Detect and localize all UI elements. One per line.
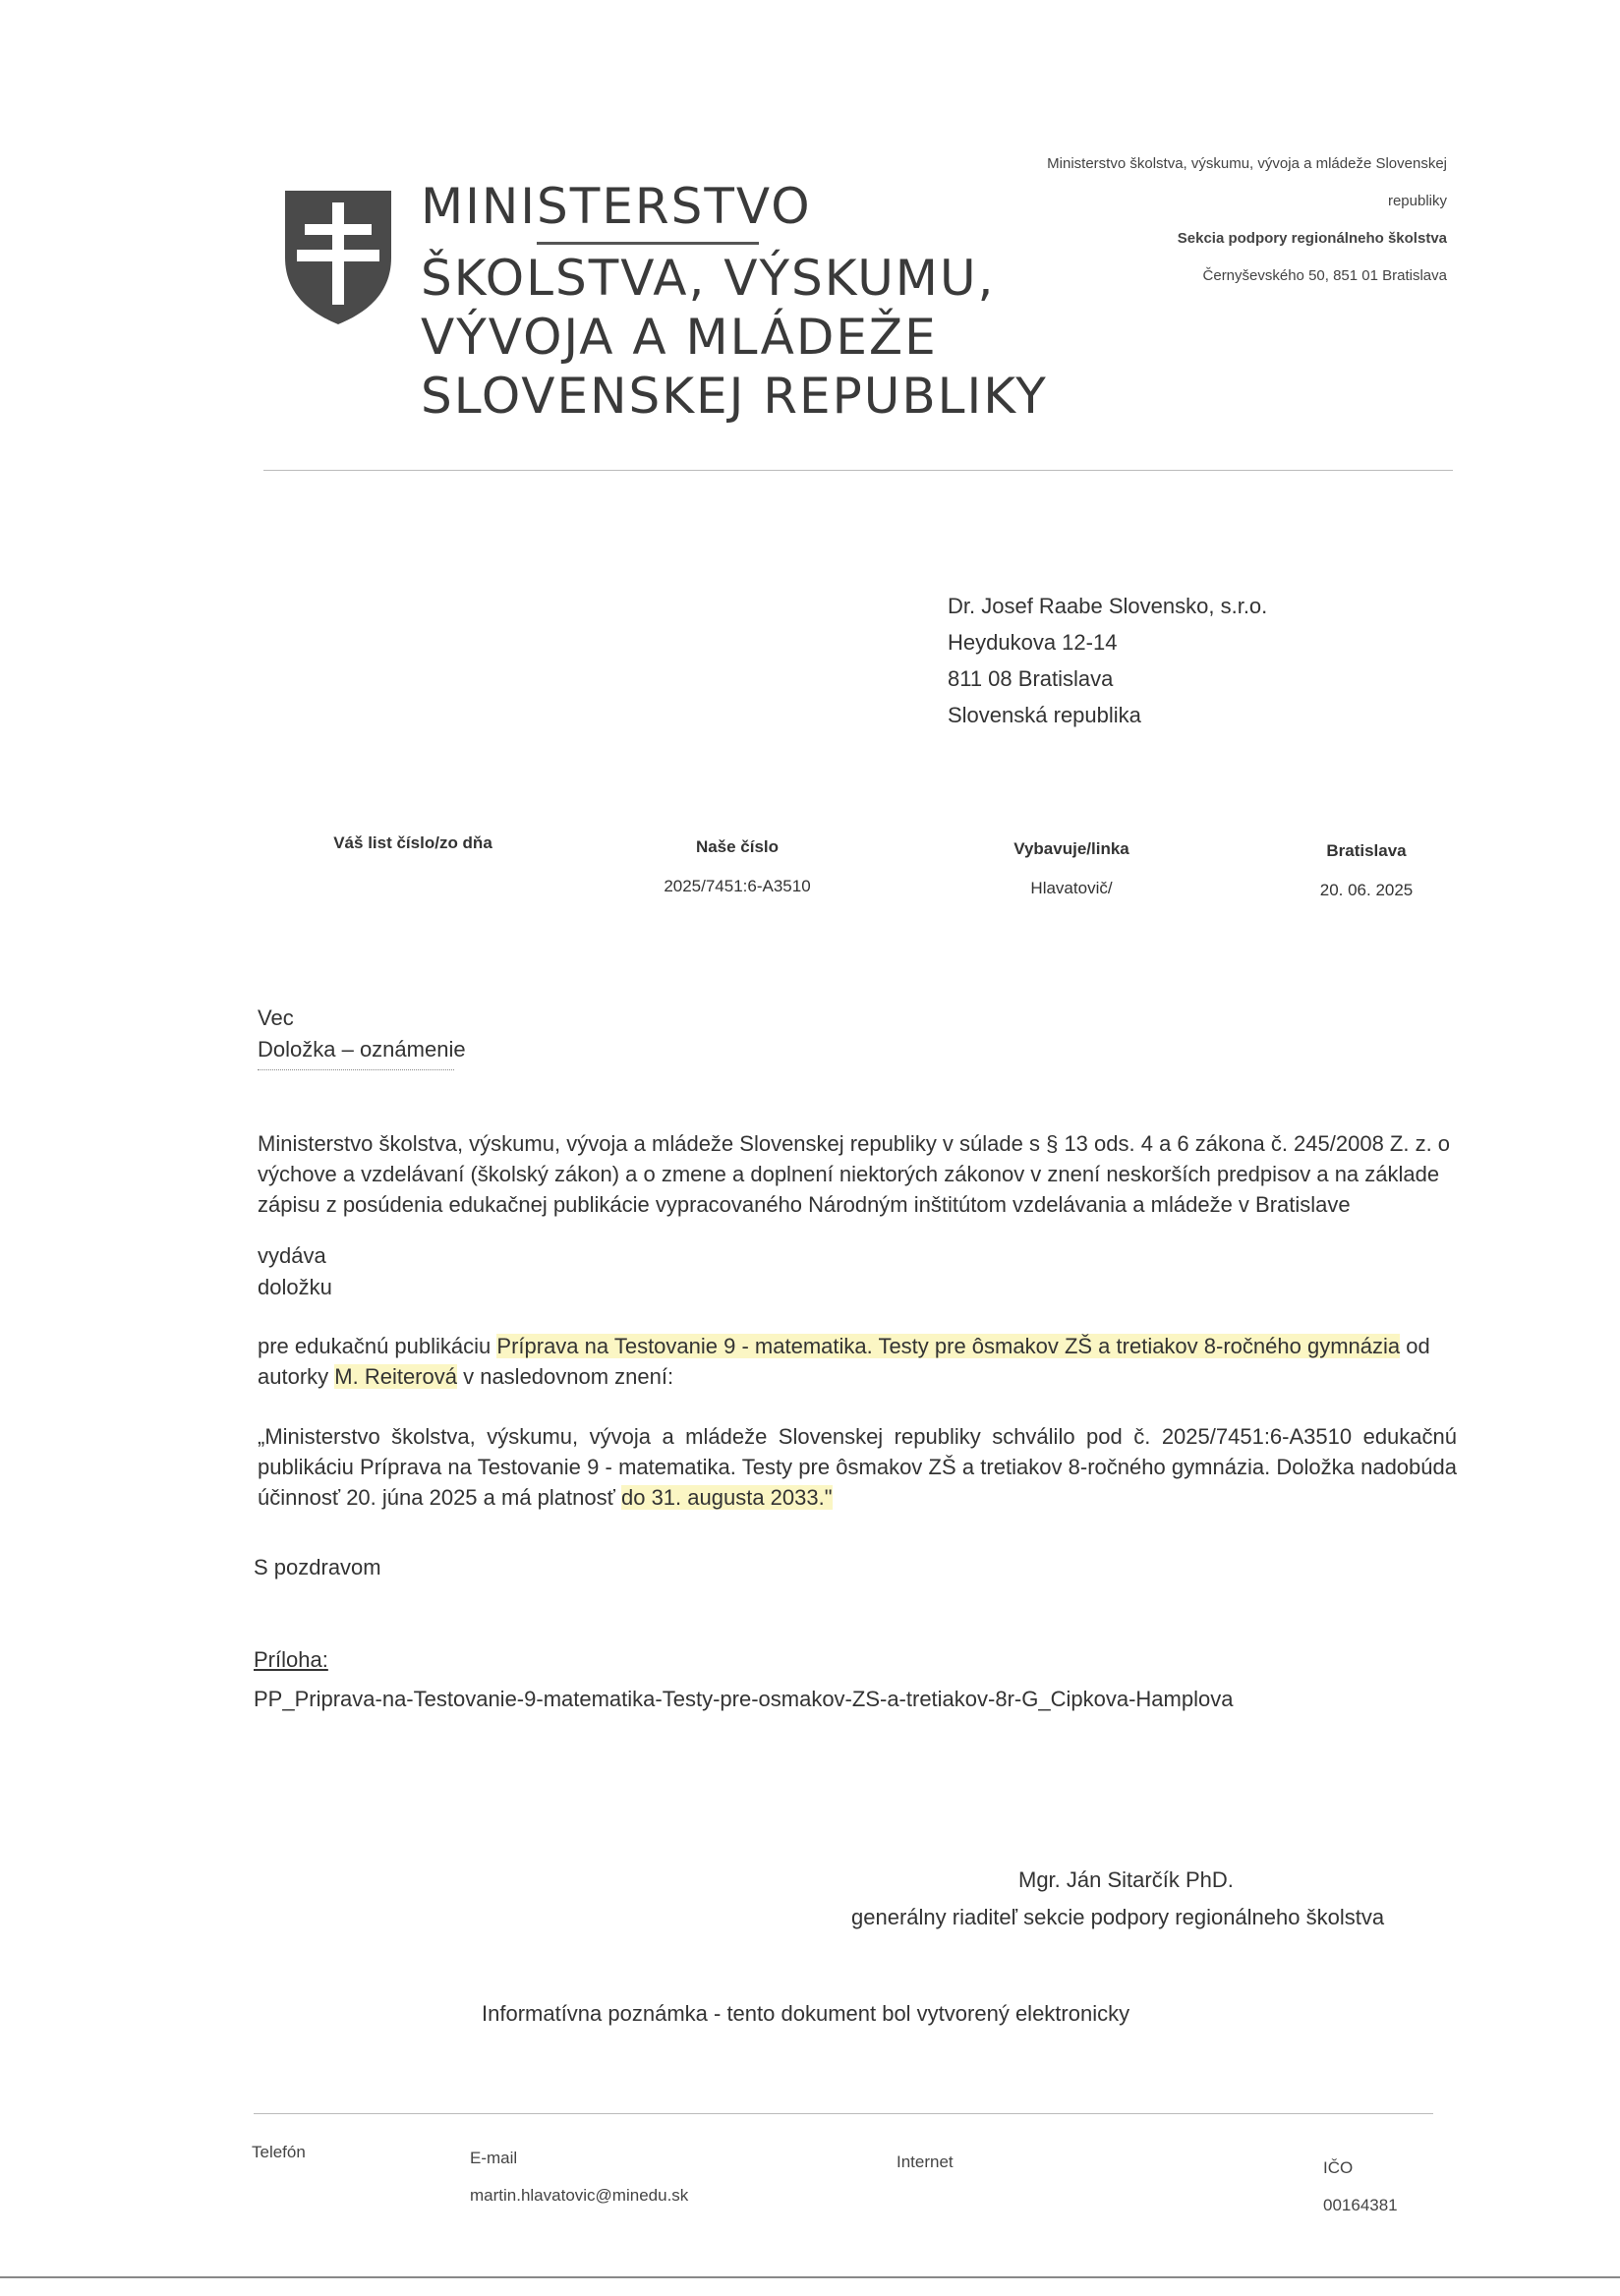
attachment-value: PP_Priprava-na-Testovanie-9-matematika-Testy-pre-osmakov-ZS-a-tretiakov-8r-G_Cipkova-Hamplova xyxy=(254,1687,1234,1711)
ico-value: 00164381 xyxy=(1323,2196,1398,2214)
attachment-label: Príloha: xyxy=(254,1647,328,1672)
sender-address: Černyševského 50, 851 01 Bratislava xyxy=(1202,267,1447,284)
greeting: S pozdravom xyxy=(254,1555,381,1579)
ref-handled-by xyxy=(973,839,1170,898)
email-value[interactable]: martin.hlavatovic@minedu.sk xyxy=(470,2186,689,2205)
intro-paragraph: Ministerstvo školstva, výskumu, vývoja a mládeže Slovenskej republiky v súlade s § 13 ods. 4 a 6 zákona č. 245/2008 Z. z. o výchove a vzdelávaní (školský zákon) a o zmene a doplnení niektorých zákonov v znení neskorších predpisov a na základe zápisu z posúdenia edukačnej publikácie vypracovaného Národným inštitútom vzdelávania a mládeže v Bratislave xyxy=(258,1131,1451,1217)
logo-divider xyxy=(537,242,759,245)
sender-line-1: Ministerstvo školstva, výskumu, vývoja a mládeže Slovenskej xyxy=(1047,155,1447,172)
recipient-address xyxy=(948,588,1267,733)
signature-name: Mgr. Ján Sitarčík PhD. xyxy=(1018,1867,1234,1892)
handled-by-label: Vybavuje/linka xyxy=(1013,839,1129,858)
phone-label: Telefón xyxy=(252,2143,306,2161)
electronic-note: Informatívna poznámka - tento dokument bol vytvorený elektronicky xyxy=(482,2001,1130,2026)
logo-line-2: ŠKOLSTVA, VÝSKUMU, xyxy=(421,250,996,307)
sender-section: Sekcia podpory regionálneho školstva xyxy=(1177,230,1447,247)
subject-value: Doložka – oznámenie xyxy=(258,1037,466,1062)
recipient-city: 811 08 Bratislava xyxy=(948,666,1114,691)
our-number-label: Naše číslo xyxy=(695,837,780,856)
publication-paragraph xyxy=(258,1331,1457,1392)
pub-author: M. Reiterová xyxy=(334,1364,457,1389)
subject-label: Vec xyxy=(258,1005,294,1030)
ref-our-number xyxy=(629,837,845,896)
issues-text: vydáva xyxy=(258,1243,326,1268)
quote-validity: do 31. augusta 2033." xyxy=(620,1485,833,1510)
email-label: E-mail xyxy=(470,2149,518,2167)
issue-block xyxy=(258,1240,332,1303)
pub-title: Príprava na Testovanie 9 - matematika. Testy pre ôsmakov ZŠ a tretiakov 8-ročného gymnázia xyxy=(496,1334,1401,1358)
header-divider xyxy=(263,470,1453,471)
logo-line-1: MINISTERSTVO xyxy=(421,178,812,235)
place-label: Bratislava xyxy=(1326,841,1407,860)
recipient-street: Heydukova 12-14 xyxy=(948,630,1118,655)
date-value: 20. 06. 2025 xyxy=(1319,881,1414,899)
signature-title: generálny riaditeľ sekcie podpory regionálneho školstva xyxy=(851,1905,1385,1929)
slovak-coat-of-arms-icon xyxy=(283,189,393,326)
sender-block xyxy=(1047,145,1447,295)
your-letter-label: Váš list číslo/zo dňa xyxy=(333,833,492,852)
logo-line-3: VÝVOJA A MLÁDEŽE xyxy=(421,309,938,366)
quote-main: „Ministerstvo školstva, výskumu, vývoja a mládeže Slovenskej republiky schválilo pod č. 2025/7451:6-A3510 edukačnú publikáciu Príprava na Testovanie 9 - matematika. Testy pre ôsmakov ZŠ a tretiakov 8-ročného gymnázia. Doložka nadobúda účinnosť 20. júna 2025 a má platnosť xyxy=(258,1424,1457,1510)
pub-author-prefix: od autorky xyxy=(258,1334,1430,1389)
our-number-value: 2025/7451:6-A3510 xyxy=(664,877,811,895)
quote-paragraph xyxy=(258,1421,1457,1513)
ref-your-letter xyxy=(315,833,511,873)
ministry-logo-text xyxy=(421,177,1048,426)
subject-block xyxy=(258,1003,466,1065)
handled-by-value: Hlavatovič/ xyxy=(1030,879,1113,897)
logo-line-4: SLOVENSKEJ REPUBLIKY xyxy=(421,368,1048,425)
pub-suffix: v nasledovnom znení: xyxy=(456,1364,674,1389)
pub-prefix: pre edukačnú publikáciu xyxy=(258,1334,497,1358)
recipient-country: Slovenská republika xyxy=(948,703,1141,727)
sender-line-2: republiky xyxy=(1387,193,1447,209)
recipient-name: Dr. Josef Raabe Slovensko, s.r.o. xyxy=(948,594,1268,618)
ref-place-date xyxy=(1278,841,1455,900)
footer-divider xyxy=(254,2113,1433,2114)
internet-label: Internet xyxy=(897,2152,954,2171)
page-bottom-edge xyxy=(0,2276,1620,2278)
ico-label: IČO xyxy=(1323,2158,1354,2177)
subject-underline xyxy=(258,1069,454,1070)
clause-text: doložku xyxy=(258,1275,332,1299)
